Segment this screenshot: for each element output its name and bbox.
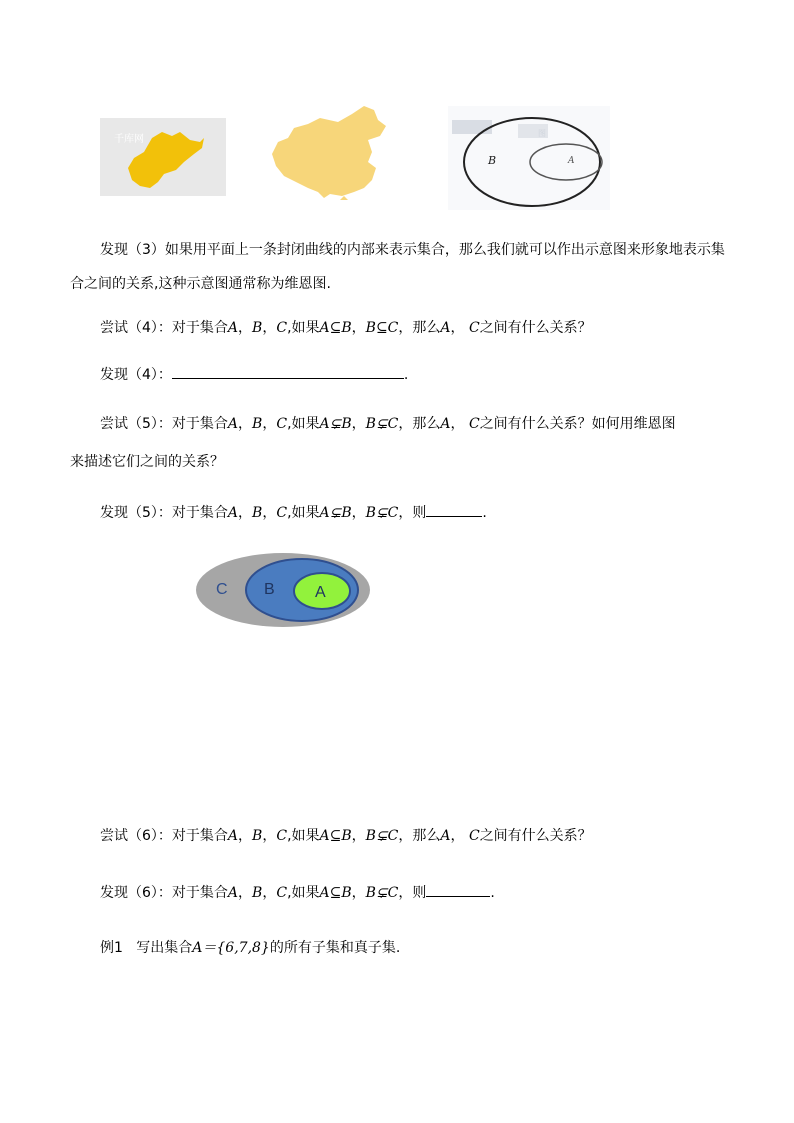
china-map-image: [268, 104, 392, 200]
shandong-watermark: 千库网: [114, 134, 144, 145]
discovery5-line: 发现（5）：对于集合A，B，C,如果A⊊B，B⊊C，则 .: [100, 502, 487, 523]
answer-blank-6[interactable]: [426, 882, 490, 897]
try6-line: 尝试（6）：对于集合A，B，C,如果A⊆B，B⊊C，那么A， C之间有什么关系？: [100, 828, 592, 844]
answer-blank-5[interactable]: [426, 502, 482, 517]
venn-abc-label-b: B: [264, 581, 275, 598]
try5-line1: 尝试（5）：对于集合A，B，C,如果A⊊B，B⊊C，那么A， C之间有什么关系？如何用维恩图: [100, 416, 676, 432]
discovery3-line2: 合之间的关系,这种示意图通常称为维恩图.: [70, 276, 331, 292]
venn-label-a: A: [568, 156, 575, 166]
venn-watermark: 图: [538, 129, 546, 138]
try4-line: 尝试（4）：对于集合A，B，C,如果A⊆B，B⊆C，那么A， C之间有什么关系？: [100, 320, 592, 336]
venn-abc-label-c: C: [216, 581, 228, 598]
venn-diagram-abc: [194, 550, 372, 630]
shandong-map-image: [100, 118, 226, 196]
answer-blank-4[interactable]: [172, 364, 404, 379]
discovery6-line: 发现（6）：对于集合A，B，C,如果A⊆B，B⊊C，则 .: [100, 882, 495, 903]
venn-abc-label-a: A: [315, 584, 326, 601]
example1-line: 例1 写出集合A＝{6,7,8}的所有子集和真子集.: [100, 940, 401, 956]
venn-label-b: B: [488, 154, 497, 167]
example1-label: 例1: [100, 940, 123, 956]
discovery4-line: 发现（4）： .: [100, 364, 408, 385]
discovery3-line1: 发现（3）如果用平面上一条封闭曲线的内部来表示集合，那么我们就可以作出示意图来形象地表示集: [100, 242, 725, 258]
venn-diagram-a-in-b: [448, 106, 610, 210]
try5-line2: 来描述它们之间的关系？: [70, 454, 224, 470]
example1-set: A＝{6,7,8}: [192, 940, 270, 956]
